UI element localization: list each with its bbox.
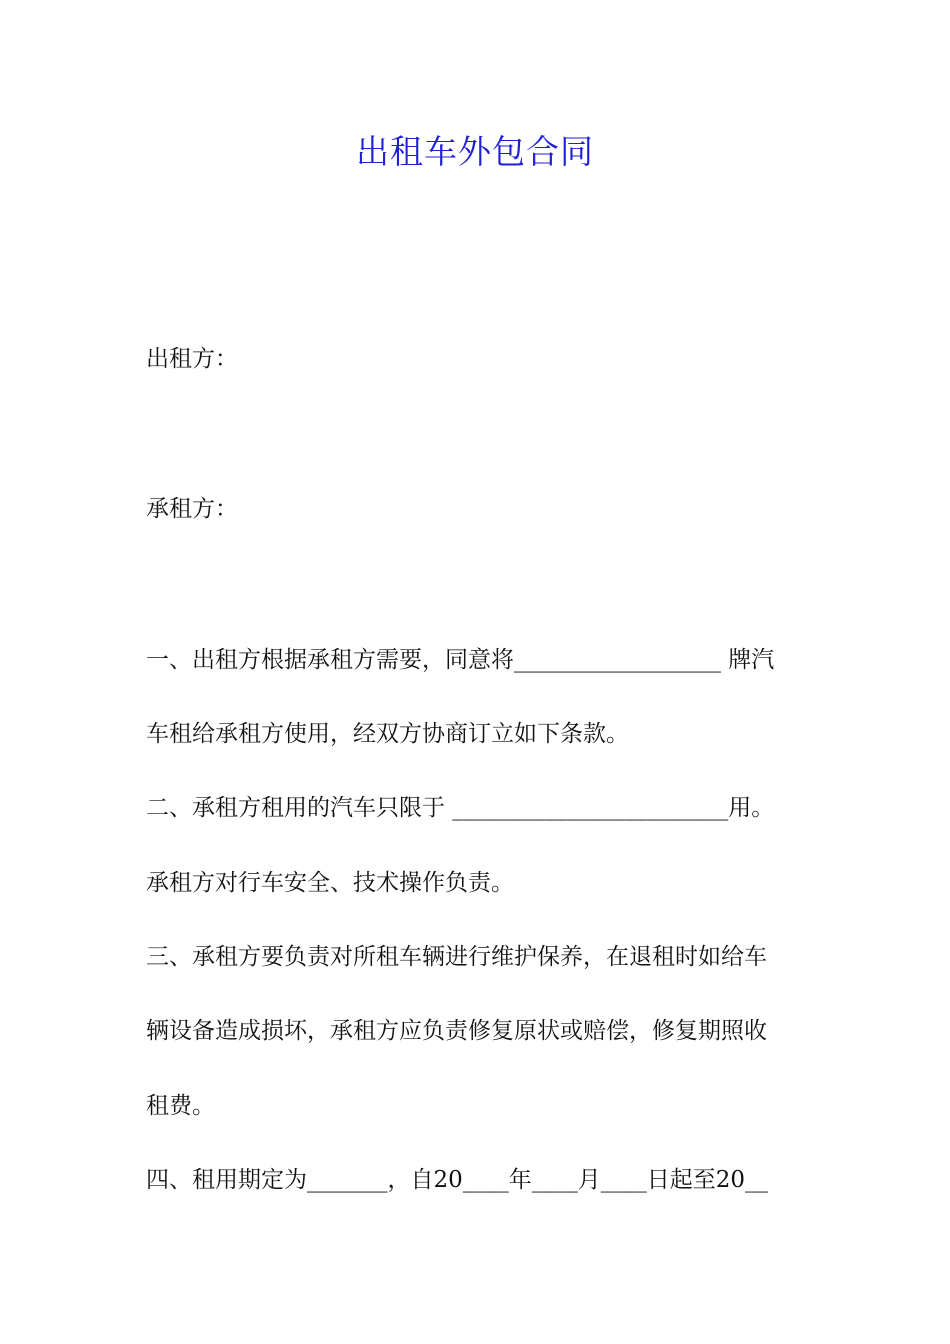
lessor-label: 出租方：: [146, 346, 238, 372]
clause-2-line-2: 承租方对行车安全、技术操作负责。: [146, 870, 514, 896]
clause-3-line-1: 三、承租方要负责对所租车辆进行维护保养，在退租时如给车: [146, 944, 767, 970]
clause-4-line-1: 四、租用期定为_______，自20____年____月____日起至20__: [146, 1167, 769, 1193]
clause-1-line-1: 一、出租方根据承租方需要，同意将__________________ 牌汽: [146, 647, 775, 673]
clause-3-line-3: 租费。: [146, 1093, 215, 1119]
clause-3-line-2: 辆设备造成损坏，承租方应负责修复原状或赔偿，修复期照收: [146, 1018, 767, 1044]
lessee-label: 承租方：: [146, 496, 238, 522]
clause-2-line-1: 二、承租方租用的汽车只限于 ________________________用。: [146, 795, 775, 821]
clause-1-line-2: 车租给承租方使用，经双方协商订立如下条款。: [146, 721, 629, 747]
document-title: 出租车外包合同: [356, 132, 594, 171]
